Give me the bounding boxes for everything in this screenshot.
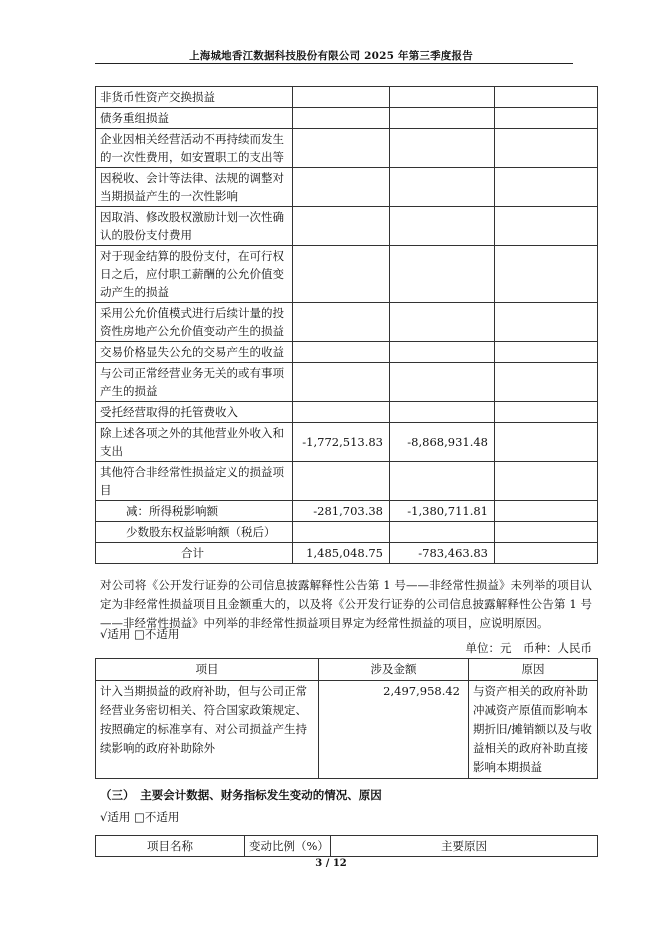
table-row [96,543,598,564]
table-row [96,108,598,129]
government-subsidy-table [95,658,598,779]
row-note [495,522,598,543]
row-label: 受托经营取得的托管费收入 [96,402,293,423]
table-header: 原因 [469,659,598,681]
row-value-current [293,462,390,501]
row-value-ytd [390,303,495,342]
row-label: 企业因相关经营活动不再持续而发生的一次性费用，如安置职工的支出等 [96,129,293,168]
table-row [96,522,598,543]
table-row [96,462,598,501]
row-label: 减：所得税影响额 [96,501,293,522]
row-label: 除上述各项之外的其他营业外收入和支出 [96,423,293,462]
applicable-checkbox-2: √适用 □不适用 [100,810,180,824]
row-note [495,303,598,342]
row-value-current [293,402,390,423]
row-note [495,501,598,522]
row-label: 与公司正常经营业务无关的或有事项产生的损益 [96,363,293,402]
row-value-current [293,168,390,207]
row-value-current [293,207,390,246]
row-value-current [293,87,390,108]
row-note [495,363,598,402]
row-label: 交易价格显失公允的交易产生的收益 [96,342,293,363]
row-label: 对于现金结算的股份支付，在可行权日之后，应付职工薪酬的公允价值变动产生的损益 [96,246,293,303]
row-note [495,543,598,564]
explanation-paragraph: 对公司将《公开发行证券的公司信息披露解释性公告第 1 号——非经常性损益》未列举的项目认定为非经常性损益项目且金额重大的，以及将《公开发行证券的公司信息披露解释性公告第 1 号——非经常性损益》中列举的非经常性损益项目界定为经常性损益的项目，应说明原因。 [100,578,592,630]
row-note [495,168,598,207]
row-note [495,423,598,462]
table-row [96,207,598,246]
row-value-ytd: -783,463.83 [390,543,495,564]
table-row [96,87,598,108]
section-heading: （三） 主要会计数据、财务指标发生变动的情况、原因 [100,788,382,802]
row-value-current [293,246,390,303]
row-label: 合计 [96,543,293,564]
row-value-ytd [390,342,495,363]
page-header: 上海城地香江数据科技股份有限公司 2025 年第三季度报告 [189,50,473,62]
table-row [96,363,598,402]
row-value-ytd [390,129,495,168]
subsidy-item: 计入当期损益的政府补助，但与公司正常经营业务密切相关、符合国家政策规定、按照确定的标准享有、对公司损益产生持续影响的政府补助除外 [96,681,319,779]
row-value-ytd [390,522,495,543]
row-label: 采用公允价值模式进行后续计量的投资性房地产公允价值变动产生的损益 [96,303,293,342]
table-header: 涉及金额 [319,659,469,681]
row-label: 债务重组损益 [96,108,293,129]
row-note [495,129,598,168]
row-note [495,108,598,129]
row-note [495,87,598,108]
row-value-ytd [390,207,495,246]
row-value-ytd [390,87,495,108]
row-value-ytd: -1,380,711.81 [390,501,495,522]
page-number: 3 / 12 [315,858,347,869]
row-label: 少数股东权益影响额（税后） [96,522,293,543]
unit-label: 单位：元 币种：人民币 [465,641,592,655]
row-value-current [293,342,390,363]
table-header: 项目名称 [96,836,245,857]
row-value-current: 1,485,048.75 [293,543,390,564]
table-header: 主要原因 [331,836,598,857]
header-rule [95,63,573,64]
non-recurring-items-table [95,86,598,564]
table-row [96,423,598,462]
row-value-ytd [390,168,495,207]
table-row [96,129,598,168]
applicable-checkbox-1: √适用 □不适用 [100,627,180,641]
row-value-current: -281,703.38 [293,501,390,522]
row-value-current [293,108,390,129]
row-value-ytd [390,363,495,402]
row-value-current [293,363,390,402]
table-row [96,303,598,342]
row-value-ytd [390,246,495,303]
row-value-ytd: -8,868,931.48 [390,423,495,462]
row-label: 因取消、修改股权激励计划一次性确认的股份支付费用 [96,207,293,246]
row-label: 其他符合非经常性损益定义的损益项目 [96,462,293,501]
table-row [96,402,598,423]
row-value-current [293,303,390,342]
row-note [495,342,598,363]
row-value-current: -1,772,513.83 [293,423,390,462]
table-header: 项目 [96,659,319,681]
row-note [495,246,598,303]
subsidy-amount: 2,497,958.42 [319,681,469,779]
row-note [495,462,598,501]
row-label: 因税收、会计等法律、法规的调整对当期损益产生的一次性影响 [96,168,293,207]
table-row [96,168,598,207]
row-value-ytd [390,108,495,129]
row-value-ytd [390,462,495,501]
change-reasons-table [95,835,598,857]
row-note [495,207,598,246]
table-row [96,342,598,363]
table-row [96,501,598,522]
subsidy-reason: 与资产相关的政府补助冲减资产原值而影响本期折旧/摊销额以及与收益相关的政府补助直接影响本期损益 [469,681,598,779]
table-header: 变动比例（%） [245,836,331,857]
row-value-current [293,522,390,543]
row-note [495,402,598,423]
row-value-ytd [390,402,495,423]
row-value-current [293,129,390,168]
row-label: 非货币性资产交换损益 [96,87,293,108]
table-row [96,246,598,303]
